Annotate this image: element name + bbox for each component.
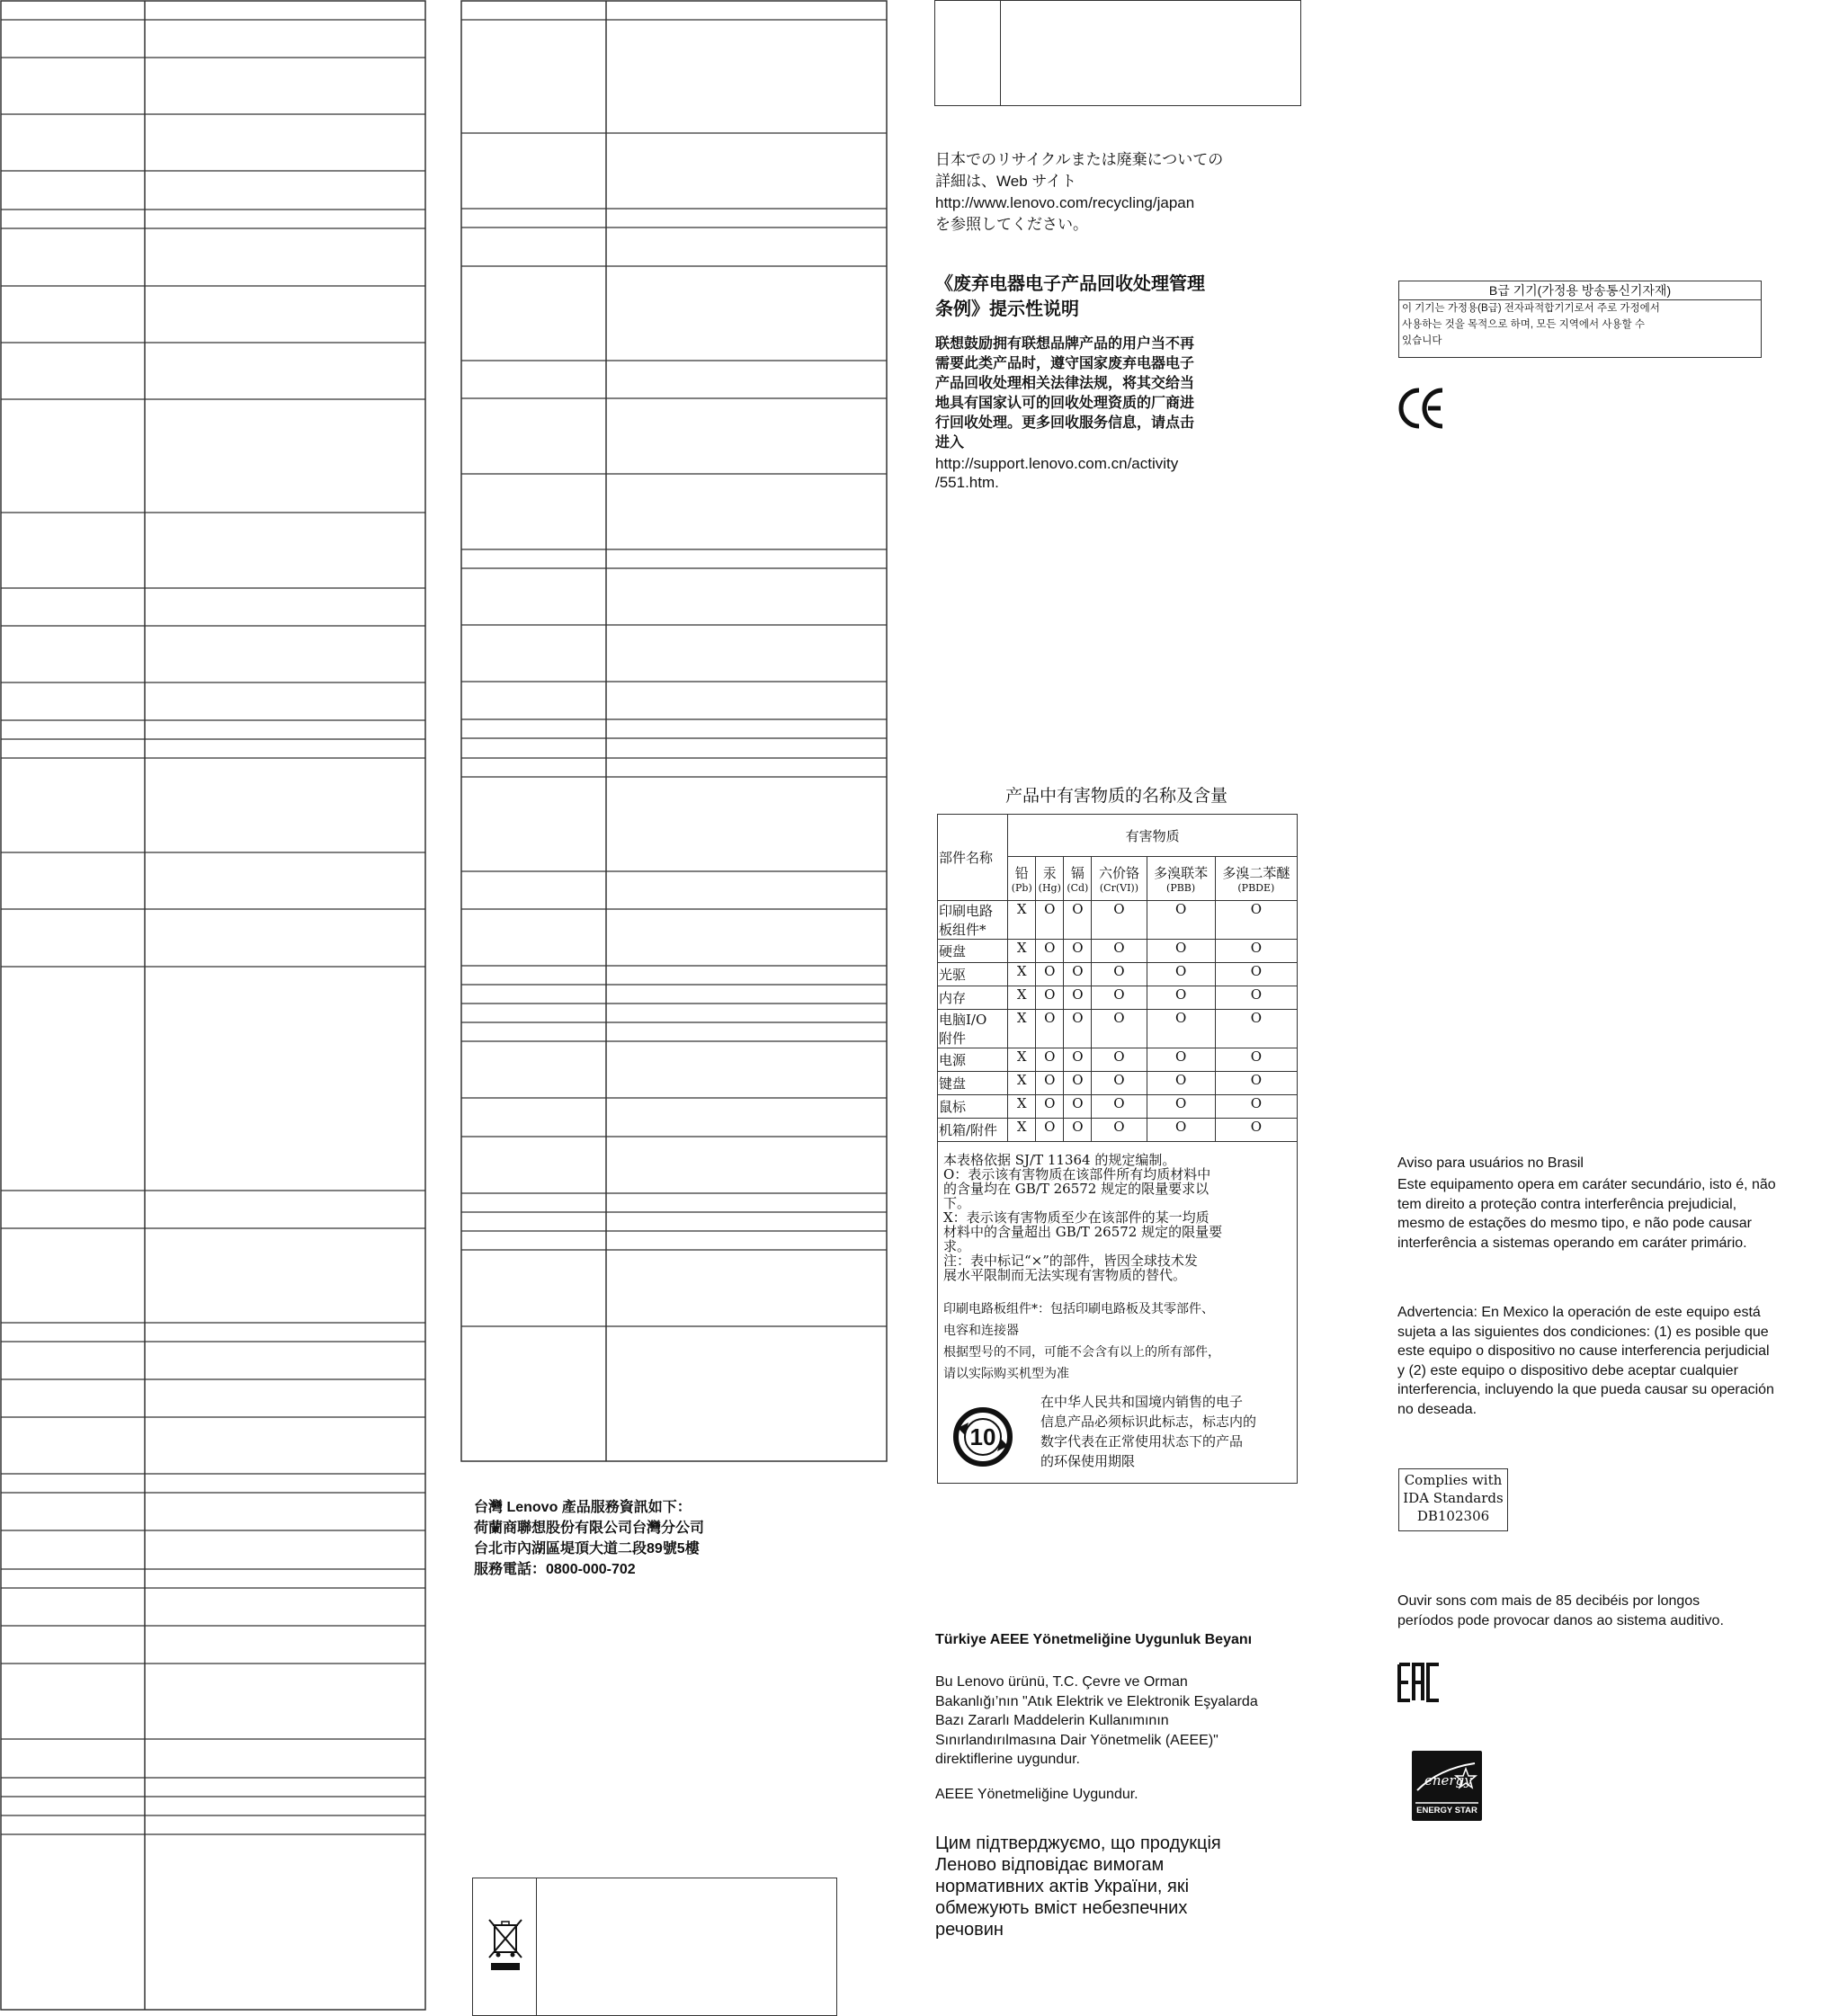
hazard-value: O [1215,986,1297,1010]
hazard-row-part: 硬盘 [938,940,1008,963]
hazard-value: O [1092,1010,1147,1048]
col-header-crvi: 六价铬 (Cr(VI)) [1092,857,1147,901]
hazard-value: X [1008,1048,1036,1072]
weee-box [472,1878,837,2016]
hazard-value: O [1036,901,1064,940]
hazard-value: O [1215,901,1297,940]
hazard-value: O [1036,963,1064,986]
hazard-value: O [1215,1010,1297,1048]
china-notice-body: 联想鼓励拥有联想品牌产品的用户当不再 需要此类产品时，遵守国家废弃电器电子 产品回收处理相关法律法规，将其交给当 地具有国家认可的回收处理资质的厂商进 行回收处理。更多回收服务信息，请点击 进入 [935,336,1195,450]
china-notice-title: 《废弃电器电子产品回收处理管理 条例》提示性说明 [935,274,1205,319]
crossed-bin-icon [486,1918,525,1974]
hazard-value: O [1147,1072,1215,1095]
ida-line: DB102306 [1416,1508,1490,1524]
japan-recycling-notice [935,149,1223,236]
taiwan-line: 台北市內湖區堤頂大道二段89號5樓 [474,1541,700,1557]
hazard-value: O [1064,1072,1092,1095]
energy-script: energy [1424,1772,1472,1789]
turkey-title: Türkiye AEEE Yönetmeliğine Uygunluk Beyanı [935,1632,1253,1647]
hazard-value: O [1215,1072,1297,1095]
hazard-value: O [1092,986,1147,1010]
hazard-table-title: 产品中有害物质的名称及含量 [1004,786,1227,806]
pcb-note: 印刷电路板组件*：包括印刷电路板及其零部件、 电容和连接器 根据型号的不同，可能不会含有以上的所有部件， 请以实际购买机型为准 [943,1302,1220,1381]
part-name-header: 部件名称 [938,815,1008,901]
hazard-row [938,963,1298,986]
hazard-value: O [1147,963,1215,986]
col-header-cd: 镉 (Cd) [1064,857,1092,901]
hazard-value: X [1008,1095,1036,1119]
hazard-value: O [1215,1119,1297,1142]
energy-star-label: ENERGY STAR [1416,1806,1477,1815]
hazard-value: O [1092,1048,1147,1072]
japan-line: 詳細は、Web サイト [935,173,1077,190]
hazard-value: O [1147,1119,1215,1142]
hazard-value: O [1147,901,1215,940]
eac-mark-icon [1397,1663,1441,1702]
col-header-pb: 铅 (Pb) [1008,857,1036,901]
hazard-value: O [1064,1119,1092,1142]
weee-box-divider [536,1878,537,2015]
energy-star-logo [1412,1751,1482,1821]
hazard-value: O [1036,1048,1064,1072]
hazard-row [938,940,1298,963]
hazard-value: O [1092,1072,1147,1095]
hazard-value: O [1215,1048,1297,1072]
brazil-body: Este equipamento opera em caráter secundário, isto é, não tem direito a proteção contra interferência prejudicial, mesmo de estações do mesmo tipo, e não pode causar interferência a sistemas operando em caráter primário. [1397,1177,1776,1251]
mexico-notice: Advertencia: En Mexico la operación de este equipo está sujeta a las siguientes dos condiciones: (1) es posible que este equipo o dispositivo no cause interferencia perjudicial y (2) este equipo o dispositivo debe aceptar cualquier interferencia, incluyendo la que pueda causar su operación no deseada. [1397,1305,1774,1417]
eac-mark-text [1397,1663,1399,1664]
hazard-row [938,1119,1298,1142]
hazard-row [938,1048,1298,1072]
hazard-value: O [1147,1010,1215,1048]
hazard-value: X [1008,1072,1036,1095]
hazard-value: O [1064,963,1092,986]
hazard-value: O [1036,940,1064,963]
taiwan-service-info [474,1497,704,1580]
hazard-row-part: 印刷电路 板组件* [938,901,1008,940]
blank-table-middle [460,0,888,1466]
korea-body: 이 기기는 가정용(B급) 전자파적합기기로서 주로 가정에서 사용하는 것을 목적으로 하며, 모든 지역에서 사용할 수 있습니다 [1402,303,1660,346]
brazil-title: Aviso para usuários no Brasil [1397,1155,1584,1171]
eac-mark [1397,1663,1441,1707]
efup-number: 10 [969,1423,996,1450]
hazard-value: O [1036,1119,1064,1142]
efup-10-icon [947,1405,1019,1469]
hazard-group-header: 有害物质 [1008,815,1298,857]
hazard-notes: 本表格依据 SJ/T 11364 的规定编制。 O：表示该有害物质在该部件所有均质材料中 的含量均在 GB/T 26572 规定的限量要求以 下。 X：表示该有害物质至少在该部件的某一均质 材料中的含量超出 GB/T 26572 规定的限量要 求。 注：表中标记“×”的部件，皆因全球技术发 展水平限制而无法实现有害物质的替代。 [943,1152,1223,1283]
hazard-row-part: 键盘 [938,1072,1008,1095]
ce-mark-icon [1396,385,1448,432]
hazard-table-body [938,901,1298,1142]
hazard-value: O [1215,1095,1297,1119]
hazard-row [938,1072,1298,1095]
japan-line: 日本でのリサイクルまたは廃棄についての [935,151,1224,168]
hazard-value: O [1147,940,1215,963]
ce-mark-text [1396,385,1397,386]
hazard-value: O [1064,1010,1092,1048]
ukraine-statement: Цим підтверджуємо, що продукція Леново відповідає вимогам нормативних актів України, які обмежують вміст небезпечних речовин [935,1833,1221,1940]
hazard-row [938,1010,1298,1048]
hazard-value: X [1008,986,1036,1010]
hazard-row [938,901,1298,940]
hazard-value: O [1092,901,1147,940]
hazard-value: O [1215,940,1297,963]
hazard-row-part: 鼠标 [938,1095,1008,1119]
turkey-compliant: AEEE Yönetmeliğine Uygundur. [935,1787,1138,1802]
hazard-row-part: 机箱/附件 [938,1119,1008,1142]
hazard-value: O [1092,1095,1147,1119]
hazard-value: X [1008,940,1036,963]
col-header-pbde: 多溴二苯醚 (PBDE) [1215,857,1297,901]
taiwan-line: 荷蘭商聯想股份有限公司台灣分公司 [474,1521,705,1536]
col-header-pbb: 多溴联苯 (PBB) [1147,857,1215,901]
empty-box-divider [1000,1,1001,105]
blank-table-left [0,0,427,2015]
japan-line: を参照してください。 [935,216,1088,233]
hazard-row [938,1095,1298,1119]
hearing-warning: Ouvir sons com mais de 85 decibéis por longos períodos pode provocar danos ao sistema auditivo. [1397,1593,1724,1628]
hazard-row [938,986,1298,1010]
hazard-value: X [1008,901,1036,940]
hazard-value: O [1036,1095,1064,1119]
taiwan-line: 台灣 Lenovo 產品服務資訊如下： [474,1500,692,1515]
hazard-value: O [1036,1010,1064,1048]
hazard-value: X [1008,1119,1036,1142]
empty-box-top [934,0,1301,106]
hazard-value: O [1064,940,1092,963]
hazard-value: O [1092,963,1147,986]
hazard-value: O [1036,986,1064,1010]
hazard-value: O [1064,901,1092,940]
hazard-row-part: 内存 [938,986,1008,1010]
hazard-value: O [1064,986,1092,1010]
hazard-value: X [1008,963,1036,986]
hazard-value: O [1147,1048,1215,1072]
efup-block [943,1392,1291,1477]
hazard-value: O [1092,1119,1147,1142]
hazard-value: O [1215,963,1297,986]
hazard-value: O [1147,986,1215,1010]
efup-text: 在中华人民共和国境内销售的电子 信息产品必须标识此标志，标志内的 数字代表在正常使用状态下的产品 的环保使用期限 [1040,1394,1257,1469]
ida-compliance-box [1398,1468,1508,1531]
hazard-value: O [1064,1048,1092,1072]
hazard-value: O [1147,1095,1215,1119]
hazard-row-part: 电脑I/O 附件 [938,1010,1008,1048]
hazard-value: O [1064,1095,1092,1119]
ida-line: Complies with [1404,1472,1503,1488]
hazard-table [937,814,1298,1484]
taiwan-line: 服務電話：0800-000-702 [474,1562,636,1577]
turkey-body: Bu Lenovo ürünü, T.C. Çevre ve Orman Bakanlığı’nın "Atık Elektrik ve Elektronik Eşyalarda Bazı Zararlı Maddelerin Kullanımının Sınırlandırılmasına Dair Yönetmelik (AEEE)" direktiflerine uygundur. [935,1674,1258,1767]
ce-mark [1396,385,1448,436]
col-header-hg: 汞 (Hg) [1036,857,1064,901]
korea-class-b-box [1398,281,1762,358]
hazard-row-part: 电源 [938,1048,1008,1072]
hazard-row-part: 光驱 [938,963,1008,986]
hazard-notes-cell [938,1142,1298,1484]
ida-line: IDA Standards [1403,1490,1504,1506]
hazard-value: X [1008,1010,1036,1048]
hazard-value: O [1036,1072,1064,1095]
hazard-value: O [1092,940,1147,963]
japan-line: http://www.lenovo.com/recycling/japan [935,194,1195,211]
china-notice-url: http://support.lenovo.com.cn/activity /551.htm. [935,455,1179,491]
korea-title: B급 기기(가정용 방송통신기자재) [1399,281,1761,300]
